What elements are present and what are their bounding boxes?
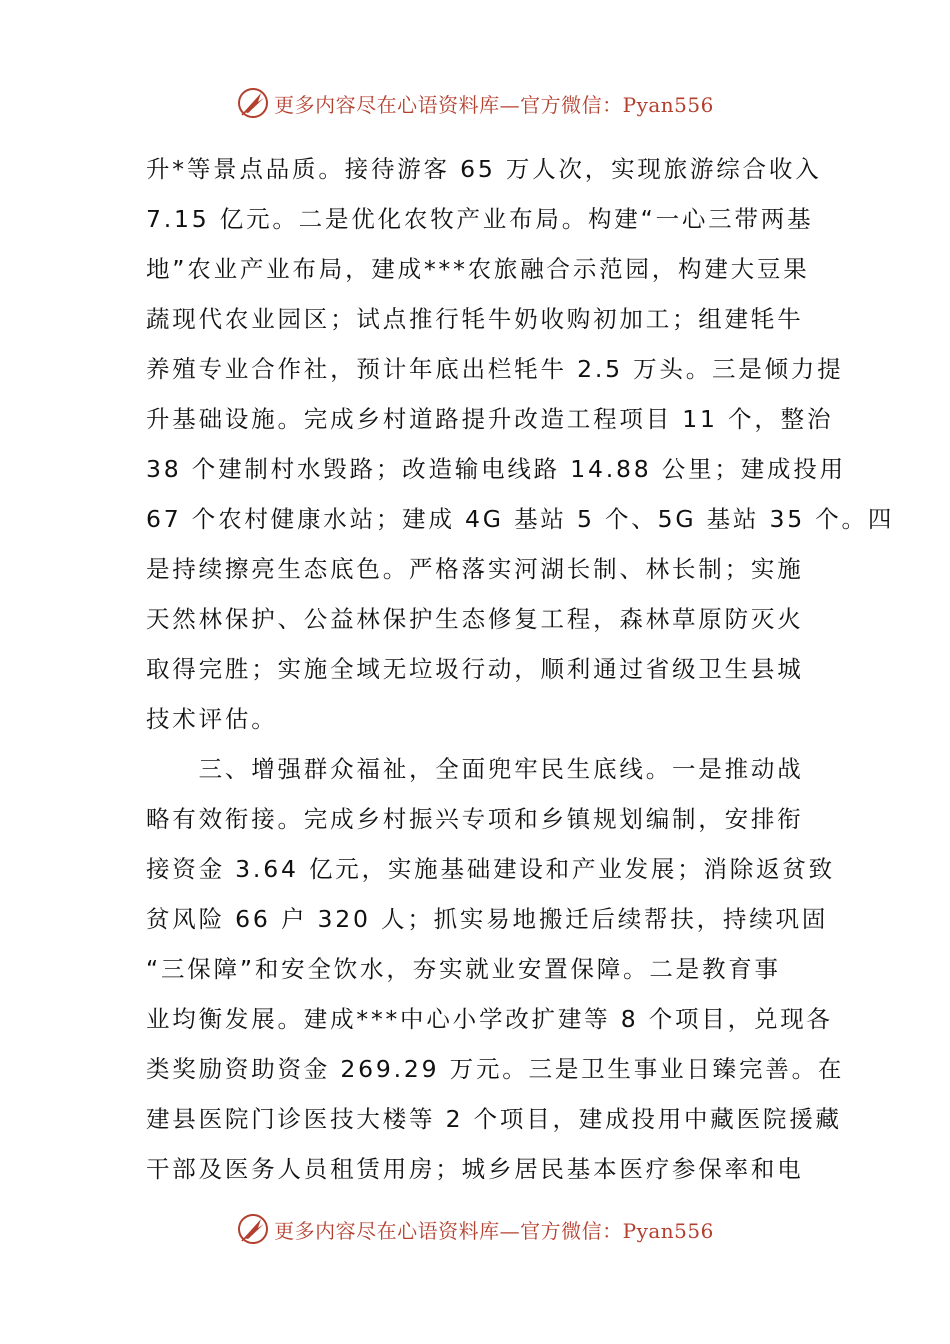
text-line: 贫风险 66 户 320 人；抓实易地搬迁后续帮扶，持续巩固 bbox=[146, 905, 829, 933]
text-line: 地”农业产业布局，建成***农旅融合示范园，构建大豆果 bbox=[146, 255, 810, 283]
text-line: 升*等景点品质。接待游客 65 万人次，实现旅游综合收入 bbox=[146, 155, 822, 183]
watermark-text: 更多内容尽在心语资料库—官方微信：Pyan556 bbox=[274, 1218, 714, 1243]
text-line: 天然林保护、公益林保护生态修复工程，森林草原防灭火 bbox=[146, 605, 804, 633]
text-line: 38 个建制村水毁路；改造输电线路 14.88 公里；建成投用 bbox=[146, 455, 846, 483]
watermark-text: 更多内容尽在心语资料库—官方微信：Pyan556 bbox=[274, 92, 714, 117]
text-line: 技术评估。 bbox=[146, 705, 278, 733]
text-line: 业均衡发展。建成***中心小学改扩建等 8 个项目，兑现各 bbox=[146, 1005, 833, 1033]
body-text bbox=[146, 144, 895, 1194]
text-line: 是持续擦亮生态底色。严格落实河湖长制、林长制；实施 bbox=[146, 555, 804, 583]
text-line: 7.15 亿元。二是优化农牧产业布局。构建“一心三带两基 bbox=[146, 205, 814, 233]
section-heading-line: 三、增强群众福祉，全面兜牢民生底线。一是推动战 bbox=[146, 755, 804, 783]
watermark-header bbox=[0, 83, 950, 123]
text-line: “三保障”和安全饮水，夯实就业安置保障。二是教育事 bbox=[146, 955, 781, 983]
text-line: 升基础设施。完成乡村道路提升改造工程项目 11 个，整治 bbox=[146, 405, 834, 433]
quill-logo-icon bbox=[236, 1212, 270, 1246]
text-line: 干部及医务人员租赁用房；城乡居民基本医疗参保率和电 bbox=[146, 1155, 804, 1183]
text-line: 取得完胜；实施全域无垃圾行动，顺利通过省级卫生县城 bbox=[146, 655, 804, 683]
quill-logo-icon bbox=[236, 86, 270, 120]
text-line: 养殖专业合作社，预计年底出栏牦牛 2.5 万头。三是倾力提 bbox=[146, 355, 844, 383]
text-line: 接资金 3.64 亿元，实施基础建设和产业发展；消除返贫致 bbox=[146, 855, 835, 883]
watermark-footer bbox=[0, 1209, 950, 1249]
text-line: 蔬现代农业园区；试点推行牦牛奶收购初加工；组建牦牛 bbox=[146, 305, 804, 333]
text-line: 67 个农村健康水站；建成 4G 基站 5 个、5G 基站 35 个。四 bbox=[146, 505, 895, 533]
text-line: 类奖励资助资金 269.29 万元。三是卫生事业日臻完善。在 bbox=[146, 1055, 845, 1083]
text-line: 略有效衔接。完成乡村振兴专项和乡镇规划编制，安排衔 bbox=[146, 805, 804, 833]
text-line: 建县医院门诊医技大楼等 2 个项目，建成投用中藏医院援藏 bbox=[146, 1105, 842, 1133]
